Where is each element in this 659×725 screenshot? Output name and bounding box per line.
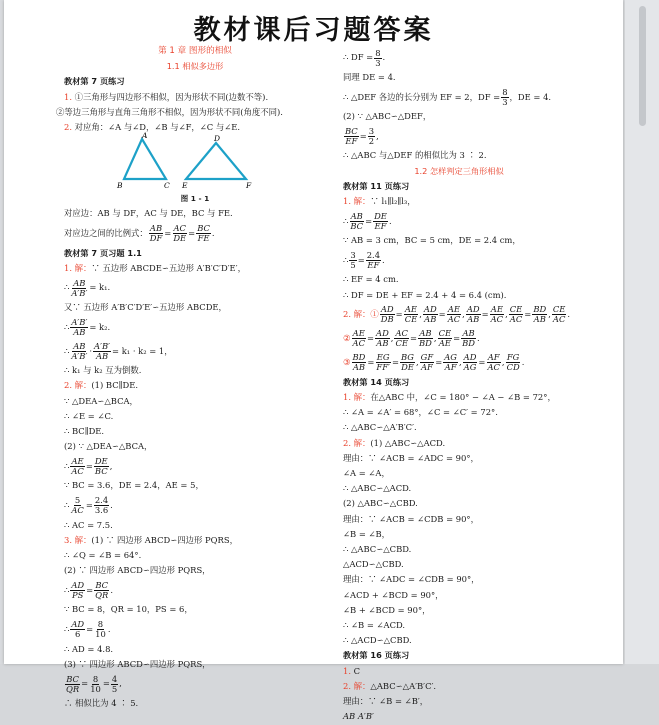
fraction: $\frac{AD}{AG}$ (463, 352, 477, 373)
fraction: $\frac{AE}{CE}$ (404, 304, 418, 325)
fraction: $\frac{AB}{A'B'}$ (71, 340, 88, 361)
fraction: $\frac{AB}{BD}$ (419, 328, 432, 349)
equation-q3: ∴ $\frac{AD}{PS}$ = $\frac{BC}{QR}$ . (64, 579, 113, 600)
fraction: $\frac{EG}{FF'}$ (376, 352, 390, 373)
fraction: $\frac{CE}{AE}$ (438, 328, 452, 349)
equation-r1: ∴ DF = $\frac{8}{3}$ . (343, 47, 386, 68)
answer-line: 2. 解：(1) △ABC∽△ACD. (343, 437, 446, 448)
equation-q1: ∴ $\frac{AE}{AC}$ = $\frac{DE}{BC}$ , (64, 455, 113, 476)
fraction: $\frac{AB}{A'B'}$ (71, 277, 88, 298)
equation-r5: $\frac{BC}{EF}$ = $\frac{3}{2}$ , (345, 125, 379, 146)
answer-line: AB A′B′ (343, 711, 374, 722)
fraction: $\frac{5}{AC}$ (71, 495, 84, 516)
fraction: $\frac{2.4}{3.6}$ (94, 495, 109, 516)
answer-line: ∴ △ABC∽△CBD. (343, 544, 412, 555)
answer-line: ∴ △ACD∽△CBD. (343, 635, 412, 646)
answer-line: (2) ∵ △ABC∽△DEF， (343, 111, 432, 122)
fraction: $\frac{AB}{DF}$ (149, 223, 163, 244)
answer-line: 1. 解：在△ABC 中，∠C = 180° − ∠A − ∠B = 72°， (343, 392, 556, 403)
figure-caption: 图 1 - 1 (180, 194, 210, 204)
answer-line: 3. 解：(1) ∵ 四边形 ABCD∽四边形 PQRS， (64, 534, 238, 545)
exercise-heading: 教材第 14 页练习 (343, 376, 410, 387)
answer-line: ∴ ∠E = ∠C. (64, 410, 114, 421)
answer-line: ∴ △ABC∽△ACD. (343, 483, 412, 494)
fraction: $\frac{A'B'}{AB}$ (94, 340, 111, 361)
equation-r8: ∴ $\frac{AB}{BC}$ = $\frac{DE}{EF}$ . (343, 210, 392, 231)
fraction: $\frac{AB}{BC}$ (350, 210, 364, 231)
fraction: $\frac{AD}{AB}$ (423, 304, 437, 325)
answer-line: 1. 解：∵ l₁∥l₂∥l₃， (343, 196, 416, 207)
fraction: $\frac{BG}{DE}$ (400, 352, 414, 373)
fraction: $\frac{3}{5}$ (350, 249, 356, 270)
fraction: $\frac{BC}{QR}$ (95, 579, 109, 600)
answer-line: ∴ △ABC∽△A′B′C′. (343, 422, 417, 433)
page-title: 教材课后习题答案 (193, 15, 434, 46)
vertex-label-c: C (164, 181, 170, 191)
fraction: $\frac{AC}{DE}$ (173, 223, 187, 244)
answer-line: ∴ ∠B = ∠ACD. (343, 620, 406, 631)
fraction: $\frac{AD}{6}$ (71, 619, 85, 640)
fraction: $\frac{BC}{QR}$ (66, 673, 80, 694)
vertex-label-f: F (246, 181, 252, 191)
equation-r3: ∴ △DEF 各边的长分别为 EF = 2，DF = $\frac{8}{3}$ ，DE = 4. (343, 86, 552, 107)
answer-line: 理由：∵ ∠ADC = ∠CDB = 90°， (343, 574, 480, 585)
answer-line: 1. ①三角形与四边形不相似，因为形状不同(边数不等). (64, 91, 269, 102)
scrollbar-thumb[interactable] (639, 6, 646, 126)
fraction: $\frac{AE}{AC}$ (490, 304, 504, 325)
fraction: $\frac{AD}{AB}$ (466, 304, 480, 325)
section-heading: 1.2 怎样判定三角形相似 (414, 165, 504, 176)
answer-line: 2. 解：△ABC∽△A′B′C′. (343, 680, 437, 691)
vertex-label-b: B (117, 181, 123, 191)
answer-line: ∠B + ∠BCD = 90°， (343, 604, 431, 615)
fraction: $\frac{2.4}{EF}$ (366, 249, 381, 270)
fraction: $\frac{CE}{AC}$ (552, 304, 566, 325)
answer-line: ∴ BC∥DE. (64, 426, 105, 437)
answer-line: ∵ △DEA∽△BCA， (64, 395, 138, 406)
equation-q5: $\frac{BC}{QR}$ = $\frac{8}{10}$ = $\frac{4}{5}$ , (66, 673, 122, 694)
answer-line: 2. 对应角：∠A 与∠D，∠B 与∠F，∠C 与∠E. (64, 122, 241, 133)
answer-line: ∴ k₁ 与 k₂ 互为倒数. (64, 365, 142, 376)
equation-r14: ② $\frac{AE}{AC}$ = $\frac{AD}{AB}$ , $\frac{AC}{CE}$ = $\frac{AB}{BD}$ , $\frac{CE}{AE}$ = $\frac{AB}{BD}$ . (343, 328, 480, 349)
document-page (4, 0, 623, 722)
fraction: $\frac{8}{10}$ (95, 619, 106, 640)
exercise-heading: 教材第 7 页习题 1.1 (64, 247, 142, 258)
answer-line: ②等边三角形与直角三角形不相似，因为形状不同(角度不同). (56, 106, 283, 117)
answer-line: ∵ AB = 3 cm，BC = 5 cm，DE = 2.4 cm， (343, 235, 521, 246)
fraction: $\frac{DE}{EF}$ (374, 210, 387, 231)
answer-line: ∴ ∠Q = ∠B = 64°. (64, 550, 142, 561)
chapter-heading: 第 1 章 图形的相似 (158, 46, 232, 56)
fraction: $\frac{AG}{AF}$ (444, 352, 457, 373)
answer-line: ∴ ∠A = ∠A′ = 68°，∠C = ∠C′ = 72°. (343, 407, 498, 418)
fraction: $\frac{8}{3}$ (375, 47, 381, 68)
answer-line: (2) △ABC∽△CBD. (343, 498, 418, 509)
exercise-heading: 教材第 7 页练习 (64, 76, 125, 87)
fraction: $\frac{AF}{AC}$ (487, 352, 500, 373)
answer-line: ∠B = ∠B， (343, 528, 391, 539)
answer-line: 理由：∵ ∠ACB = ∠ADC = 90°， (343, 452, 479, 463)
item-number: ③ (343, 357, 351, 368)
triangle-def (186, 143, 246, 179)
answer-line: ∴ DF = DE + EF = 2.4 + 4 = 6.4 (cm). (343, 289, 507, 300)
equation-k2: ∴ $\frac{A'B'}{AB}$ = k₂. (64, 316, 111, 337)
answer-line: △ACD∽△CBD. (343, 559, 404, 570)
fraction: $\frac{A'B'}{AB}$ (71, 316, 88, 337)
vertex-label-e: E (182, 181, 188, 191)
answer-line: ∠ACD + ∠BCD = 90°， (343, 589, 444, 600)
equation-r10: ∴ $\frac{3}{5}$ = $\frac{2.4}{EF}$ . (343, 249, 385, 270)
fraction: $\frac{8}{10}$ (90, 673, 101, 694)
exercise-heading: 教材第 11 页练习 (343, 180, 410, 191)
vertex-label-d: D (214, 134, 221, 144)
fraction: $\frac{AD}{DB}$ (380, 304, 394, 325)
answer-line: 理由：∵ ∠ACB = ∠CDB = 90°， (343, 513, 479, 524)
answer-line: 1. 解：∵ 五边形 ABCDE∽五边形 A′B′C′D′E′， (64, 262, 246, 273)
vertical-scrollbar[interactable] (625, 0, 659, 664)
answer-line: (2) ∵ 四边形 ABCD∽四边形 PQRS， (64, 565, 211, 576)
answer-line: 1. C (343, 665, 361, 676)
triangle-abc (124, 139, 166, 179)
triangle-figure (64, 131, 326, 191)
answer-line: (3) ∵ 四边形 ABCD∽四边形 PQRS， (64, 658, 211, 669)
answer-line: ∠A = ∠A， (343, 468, 390, 479)
fraction: $\frac{AC}{CE}$ (395, 328, 408, 349)
answer-line: (2) ∵ △DEA∽△BCA， (64, 441, 153, 452)
fraction: $\frac{4}{5}$ (111, 673, 118, 694)
left-column (56, 44, 326, 711)
fraction: $\frac{AB}{BD}$ (462, 328, 475, 349)
equation-r13: 2. 解：① $\frac{AD}{DB}$ = $\frac{AE}{CE}$ , $\frac{AD}{AB}$ = $\frac{AE}{AC}$ , $\frac{AD}{AB}$ = $\frac{AE}{AC}$ , $\frac{CE}{AC}$ = $\frac{BD}{AB}$ , $\frac{CE}{AC}$ . (343, 304, 571, 325)
answer-line: ∵ BC = 8，QR = 10，PS = 6， (64, 604, 193, 615)
item-number: ② (343, 333, 351, 344)
answer-line: ∴ AC = 7.5. (64, 519, 113, 530)
fraction: $\frac{BC}{FE}$ (197, 223, 210, 244)
fraction: $\frac{AE}{AC}$ (71, 455, 84, 476)
fraction: $\frac{3}{2}$ (368, 125, 375, 146)
fraction: $\frac{DE}{BC}$ (94, 455, 108, 476)
answer-line: 理由：∵ ∠B = ∠B′， (343, 696, 429, 707)
answer-line: 对应边：AB 与 DF，AC 与 DE，BC 与 FE. (64, 208, 233, 219)
fraction: $\frac{FG}{CD}$ (506, 352, 520, 373)
exercise-heading: 教材第 16 页练习 (343, 650, 410, 661)
fraction: $\frac{CE}{AC}$ (509, 304, 523, 325)
fraction: $\frac{BC}{EF}$ (345, 125, 358, 146)
item-number: 2. 解：① (343, 309, 379, 320)
fraction: $\frac{AE}{AC}$ (352, 328, 365, 349)
triangle-figure-svg (114, 131, 264, 191)
answer-line: ∴ EF = 4 cm. (343, 274, 399, 285)
answer-line: ∵ BC = 3.6，DE = 2.4，AE = 5， (64, 480, 204, 491)
answer-line: ∴ △ABC 与△DEF 的相似比为 3 ∶ 2. (343, 150, 487, 161)
fraction: $\frac{BD}{AB}$ (533, 304, 547, 325)
fraction: $\frac{AD}{AB}$ (376, 328, 389, 349)
section-heading: 1.1 相似多边形 (166, 61, 224, 72)
fraction: $\frac{BD}{AB}$ (352, 352, 366, 373)
right-column (343, 46, 575, 725)
answer-line: 同理 DE = 4. (343, 72, 396, 82)
answer-line: ∴ AD = 4.8. (64, 643, 114, 654)
ratio-equation: 对应边之间的比例式： $\frac{AB}{DF}$ = $\frac{AC}{DE}$ = $\frac{BC}{FE}$ . (64, 223, 215, 244)
answer-line: 2. 解：(1) BC∥DE. (64, 380, 139, 391)
equation-k1: ∴ $\frac{AB}{A'B'}$ = k₁. (64, 277, 111, 298)
fraction: $\frac{GF}{AF}$ (420, 352, 434, 373)
fraction: $\frac{AD}{PS}$ (71, 579, 85, 600)
equation-q2: ∴ $\frac{5}{AC}$ = $\frac{2.4}{3.6}$ . (64, 495, 113, 516)
ratio-prefix: 对应边之间的比例式： (64, 228, 148, 239)
equation-k3: ∴ $\frac{AB}{A'B'}$ · $\frac{A'B'}{AB}$ = k₁ · k₂ = 1， (64, 340, 173, 361)
fraction: $\frac{8}{3}$ (502, 86, 508, 107)
answer-line: 又∵ 五边形 A′B′C′D′E′∽五边形 ABCDE， (64, 302, 227, 313)
equation-q4: ∴ $\frac{AD}{6}$ = $\frac{8}{10}$ . (64, 619, 111, 640)
equation-r15: ③ $\frac{BD}{AB}$ = $\frac{EG}{FF'}$ = $\frac{BG}{DE}$ , $\frac{GF}{AF}$ = $\frac{AG}{AF}$ , $\frac{AD}{AG}$ = $\frac{AF}{AC}$ , $\frac{FG}{CD}$ . (343, 352, 525, 373)
answer-line: ∴ 相似比为 4 ∶ 5. (64, 698, 139, 709)
fraction: $\frac{AE}{AC}$ (447, 304, 461, 325)
vertex-label-a: A (142, 131, 148, 141)
